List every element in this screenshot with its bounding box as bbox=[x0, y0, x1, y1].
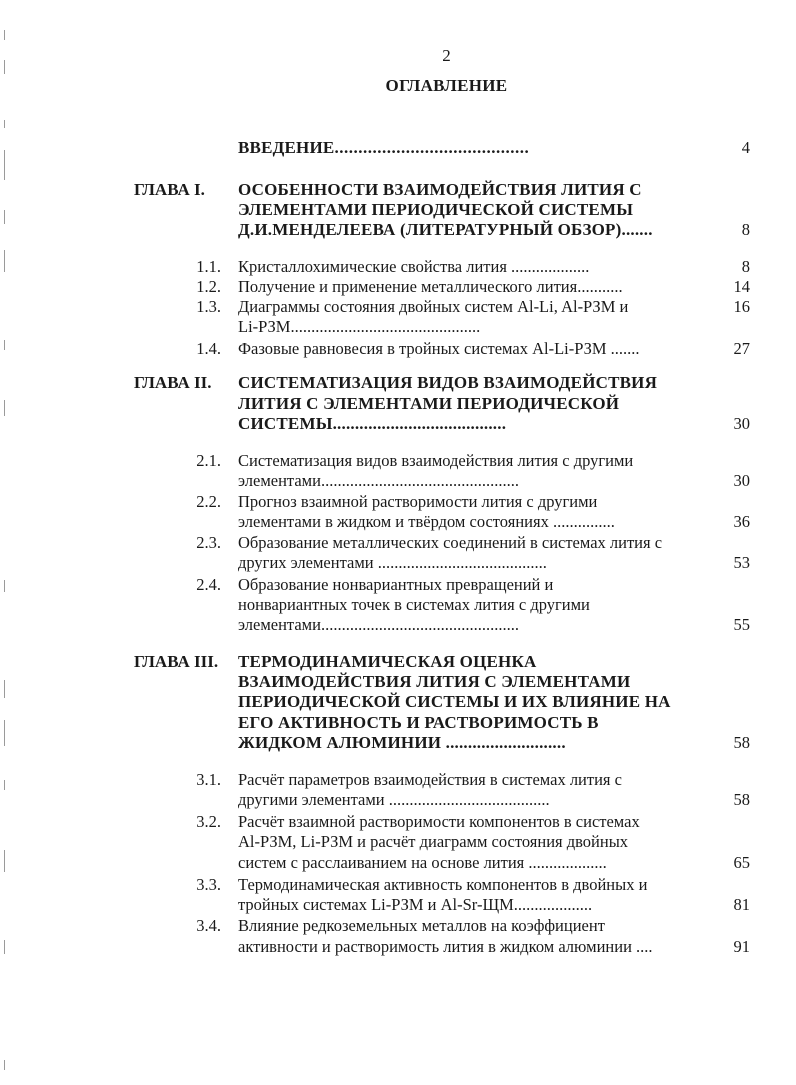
section-title[interactable]: другими элементами ....................................... bbox=[238, 790, 550, 809]
section-number: 3.2. bbox=[196, 812, 221, 831]
section-title[interactable]: Систематизация видов взаимодействия лития с другими bbox=[238, 451, 634, 470]
section-number: 1.1. bbox=[196, 257, 221, 276]
section-number: 1.3. bbox=[196, 297, 221, 316]
section-title[interactable]: Расчёт взаимной растворимости компонентов в системах bbox=[238, 812, 640, 831]
chapter-2-page[interactable]: 30 bbox=[733, 414, 750, 433]
chapter-2-title-line[interactable]: ЛИТИЯ С ЭЛЕМЕНТАМИ ПЕРИОДИЧЕСКОЙ bbox=[238, 394, 620, 413]
chapter-2-label: ГЛАВА II. bbox=[134, 373, 212, 392]
section-page[interactable]: 91 bbox=[733, 937, 750, 956]
section-page[interactable]: 27 bbox=[733, 339, 750, 358]
chapter-3-page[interactable]: 58 bbox=[733, 733, 750, 752]
section-number: 1.4. bbox=[196, 339, 221, 358]
section-title[interactable]: Образование нонвариантных превращений и bbox=[238, 575, 554, 594]
section-title[interactable]: других элементами ......................................... bbox=[238, 553, 547, 572]
chapter-2-title-line[interactable]: СИСТЕМЫ....................................... bbox=[238, 414, 507, 433]
section-page[interactable]: 53 bbox=[733, 553, 750, 572]
section-page[interactable]: 14 bbox=[733, 277, 750, 296]
section-title[interactable]: Li-РЗМ.............................................. bbox=[238, 317, 481, 336]
section-number: 3.3. bbox=[196, 875, 221, 894]
toc-title: ОГЛАВЛЕНИЕ bbox=[385, 76, 508, 95]
section-page[interactable]: 55 bbox=[733, 615, 750, 634]
section-title[interactable]: Кристаллохимические свойства лития ................... bbox=[238, 257, 590, 276]
section-title[interactable]: Фазовые равновесия в тройных системах Al-Li-РЗМ ....... bbox=[238, 339, 640, 358]
chapter-3-title-line[interactable]: ВЗАИМОДЕЙСТВИЯ ЛИТИЯ С ЭЛЕМЕНТАМИ bbox=[238, 672, 631, 691]
chapter-3-title-line[interactable]: ЖИДКОМ АЛЮМИНИИ ........................... bbox=[238, 733, 566, 752]
section-number: 1.2. bbox=[196, 277, 221, 296]
section-number: 3.4. bbox=[196, 916, 221, 935]
section-title[interactable]: Получение и применение металлического лития........... bbox=[238, 277, 623, 296]
section-page[interactable]: 81 bbox=[733, 895, 750, 914]
toc-intro-page[interactable]: 4 bbox=[741, 138, 750, 157]
section-page[interactable]: 58 bbox=[733, 790, 750, 809]
section-title[interactable]: систем с расслаиванием на основе лития ................... bbox=[238, 853, 607, 872]
chapter-3-title-line[interactable]: ЕГО АКТИВНОСТЬ И РАСТВОРИМОСТЬ В bbox=[238, 713, 599, 732]
section-title[interactable]: Al-РЗМ, Li-РЗМ и расчёт диаграмм состояния двойных bbox=[238, 832, 629, 851]
chapter-2-title-line[interactable]: СИСТЕМАТИЗАЦИЯ ВИДОВ ВЗАИМОДЕЙСТВИЯ bbox=[238, 373, 658, 392]
section-page[interactable]: 36 bbox=[733, 512, 750, 531]
section-title[interactable]: Термодинамическая активность компонентов в двойных и bbox=[238, 875, 648, 894]
chapter-3-title-line[interactable]: ПЕРИОДИЧЕСКОЙ СИСТЕМЫ И ИХ ВЛИЯНИЕ НА bbox=[238, 692, 671, 711]
section-title[interactable]: Влияние редкоземельных металлов на коэффициент bbox=[238, 916, 605, 935]
chapter-1-title-line[interactable]: ОСОБЕННОСТИ ВЗАИМОДЕЙСТВИЯ ЛИТИЯ С bbox=[238, 180, 642, 199]
section-title[interactable]: Расчёт параметров взаимодействия в системах лития с bbox=[238, 770, 622, 789]
section-title[interactable]: тройных системах Li-РЗМ и Al-Sr-ЩМ................... bbox=[238, 895, 593, 914]
section-title[interactable]: Образование металлических соединений в системах лития с bbox=[238, 533, 663, 552]
section-page[interactable]: 30 bbox=[733, 471, 750, 490]
section-title[interactable]: нонвариантных точек в системах лития с другими bbox=[238, 595, 590, 614]
section-number: 2.2. bbox=[196, 492, 221, 511]
section-title[interactable]: Диаграммы состояния двойных систем Al-Li, Al-РЗМ и bbox=[238, 297, 629, 316]
chapter-1-title-line[interactable]: Д.И.МЕНДЕЛЕЕВА (ЛИТЕРАТУРНЫЙ ОБЗОР)....... bbox=[238, 220, 653, 239]
section-title[interactable]: элементами................................................ bbox=[238, 615, 519, 634]
chapter-1-label: ГЛАВА I. bbox=[134, 180, 205, 199]
page-number: 2 bbox=[442, 46, 451, 65]
section-title[interactable]: элементами в жидком и твёрдом состояниях ............... bbox=[238, 512, 615, 531]
chapter-3-title-line[interactable]: ТЕРМОДИНАМИЧЕСКАЯ ОЦЕНКА bbox=[238, 652, 537, 671]
section-title[interactable]: активности и растворимость лития в жидком алюминии .... bbox=[238, 937, 653, 956]
chapter-1-page[interactable]: 8 bbox=[741, 220, 750, 239]
section-number: 2.4. bbox=[196, 575, 221, 594]
section-page[interactable]: 8 bbox=[741, 257, 750, 276]
chapter-1-title-line[interactable]: ЭЛЕМЕНТАМИ ПЕРИОДИЧЕСКОЙ СИСТЕМЫ bbox=[238, 200, 634, 219]
chapter-3-label: ГЛАВА III. bbox=[134, 652, 219, 671]
section-page[interactable]: 16 bbox=[733, 297, 750, 316]
section-number: 2.3. bbox=[196, 533, 221, 552]
section-number: 2.1. bbox=[196, 451, 221, 470]
toc-intro-title[interactable]: ВВЕДЕНИЕ......................................... bbox=[238, 138, 530, 157]
section-title[interactable]: элементами................................................ bbox=[238, 471, 519, 490]
section-page[interactable]: 65 bbox=[733, 853, 750, 872]
section-title[interactable]: Прогноз взаимной растворимости лития с другими bbox=[238, 492, 598, 511]
section-number: 3.1. bbox=[196, 770, 221, 789]
